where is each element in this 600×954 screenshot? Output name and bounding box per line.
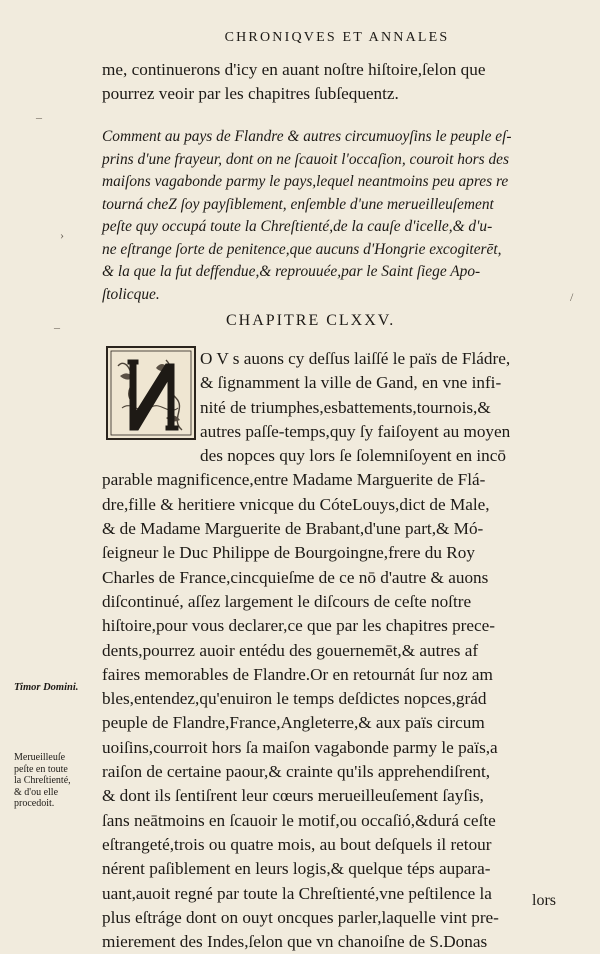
text-line: pourrez veoir par les chapitres ſubſequentz. bbox=[102, 84, 399, 104]
margin-mark: / bbox=[570, 290, 574, 304]
text-line: peuple de Flandre,France,Angleterre,& aux païs circum bbox=[102, 713, 485, 733]
text-line: & dont ils ſentiſrent leur cœurs merueilleuſement ſayſis, bbox=[102, 786, 484, 806]
text-line: & de Madame Marguerite de Brabant,d'une part,& Mó- bbox=[102, 519, 484, 539]
text-line: dents,pourrez auoir entédu des gouernemēt,& autres af bbox=[102, 640, 479, 660]
text-line: plus eſtráge dont on ouyt oncques parler,laquelle vint pre- bbox=[102, 907, 499, 927]
text-line: diſcontinué, aſſez largement le diſcours de ceſte noſtre bbox=[102, 591, 472, 611]
main-paragraph bbox=[102, 347, 554, 954]
margin-note-timor bbox=[14, 682, 78, 694]
margin-note-line: Timor Domini. bbox=[14, 682, 79, 693]
text-line: ſans neātmoins en ſcauoir le motif,ou occaſió,&durá ceſte bbox=[102, 810, 496, 830]
summary-line: ne eſtrange ſorte de penitence,que aucuns d'Hongrie excogiterēt, bbox=[102, 240, 502, 258]
text-line: eſtrangeté,trois ou quatre mois, au bout deſquels il retour bbox=[102, 834, 492, 854]
margin-mark: › bbox=[60, 228, 64, 242]
chapter-title: CHAPITRE CLXXV. bbox=[226, 312, 396, 329]
chapter-summary bbox=[102, 126, 557, 306]
margin-note-line: peſte en toute bbox=[14, 763, 68, 775]
text-line: nité de triumphes,esbattements,tournois,& bbox=[200, 397, 491, 417]
text-line: Charles de France,cincquieſme de ce nō d'autre & auons bbox=[102, 567, 489, 587]
text-line: bles,entendez,qu'enuiron le temps deſdictes nopces,grád bbox=[102, 689, 487, 709]
text-line: uoiſins,courroit hors ſa maiſon vagabonde parmy le païs,a bbox=[102, 737, 498, 757]
summary-line: Comment au pays de Flandre & autres circumuoyſins le peuple eſ- bbox=[102, 128, 512, 145]
running-head: CHRONIQVES ET ANNALES bbox=[224, 30, 450, 45]
text-line: ſeigneur le Duc Philippe de Bourgoingne,frere du Roy bbox=[102, 543, 475, 563]
margin-mark: – bbox=[54, 320, 60, 334]
catchword: lors bbox=[532, 892, 556, 909]
text-line: me, continuerons d'icy en auant noſtre hiſtoire,ſelon que bbox=[102, 60, 486, 79]
text-line: O V s auons cy deſſus laiſſé le païs de Fládre, bbox=[200, 349, 511, 368]
text-line: uant,auoit regné par toute la Chreſtienté,vne peſtilence la bbox=[102, 883, 492, 903]
margin-note-peste bbox=[14, 752, 71, 810]
margin-note-line: & d'ou elle bbox=[14, 786, 59, 798]
intro-paragraph bbox=[102, 58, 554, 107]
summary-line: ſtolicque. bbox=[102, 285, 160, 303]
text-line: dre,fille & heritiere vnicque du CóteLouys,dict de Male, bbox=[102, 494, 490, 514]
text-line: raiſon de certaine paour,& crainte qu'ils apprehendiſrent, bbox=[102, 762, 491, 782]
summary-line: peſte quy occupá toute la Chreſtienté,de la cauſe d'icelle,& d'u- bbox=[102, 218, 493, 235]
text-line: faires memorables de Flandre.Or en retournát ſur noz am bbox=[102, 664, 493, 684]
text-line: autres paſſe-temps,quy ſy faiſoyent au moyen bbox=[200, 421, 511, 441]
margin-note-line: Merueilleuſe bbox=[14, 752, 66, 763]
margin-note-line: la Chreſtienté, bbox=[14, 775, 71, 786]
text-line: parable magnificence,entre Madame Marguerite de Flá- bbox=[102, 470, 486, 490]
text-line: & ſignamment la ville de Gand, en vne infi- bbox=[200, 373, 502, 393]
summary-line: prins d'une frayeur, dont on ne ſcauoit l'occaſion, couroit hors des bbox=[102, 150, 509, 168]
summary-line: & la que la fut deffendue,& reprouuée,par le Saint ſiege Apo- bbox=[102, 263, 481, 280]
margin-note-line: procedoit. bbox=[14, 798, 55, 809]
text-line: mierement des Indes,ſelon que vn chanoiſne de S.Donas bbox=[102, 932, 488, 952]
summary-line: maiſons vagabonde parmy le pays,lequel neantmoins peu apres re bbox=[102, 173, 509, 190]
summary-line: tourná cheZ ſoy payſiblement, enſemble d'une merueilleuſement bbox=[102, 195, 494, 213]
text-line: hiſtoire,pour vous declarer,ce que par les chapitres prece- bbox=[102, 616, 496, 636]
margin-mark: – bbox=[36, 110, 42, 124]
text-line: nérent paſiblement en leurs logis,& quelque téps aupara- bbox=[102, 859, 491, 879]
text-line: des nopces quy lors ſe ſolemniſoyent en incō bbox=[200, 446, 506, 466]
